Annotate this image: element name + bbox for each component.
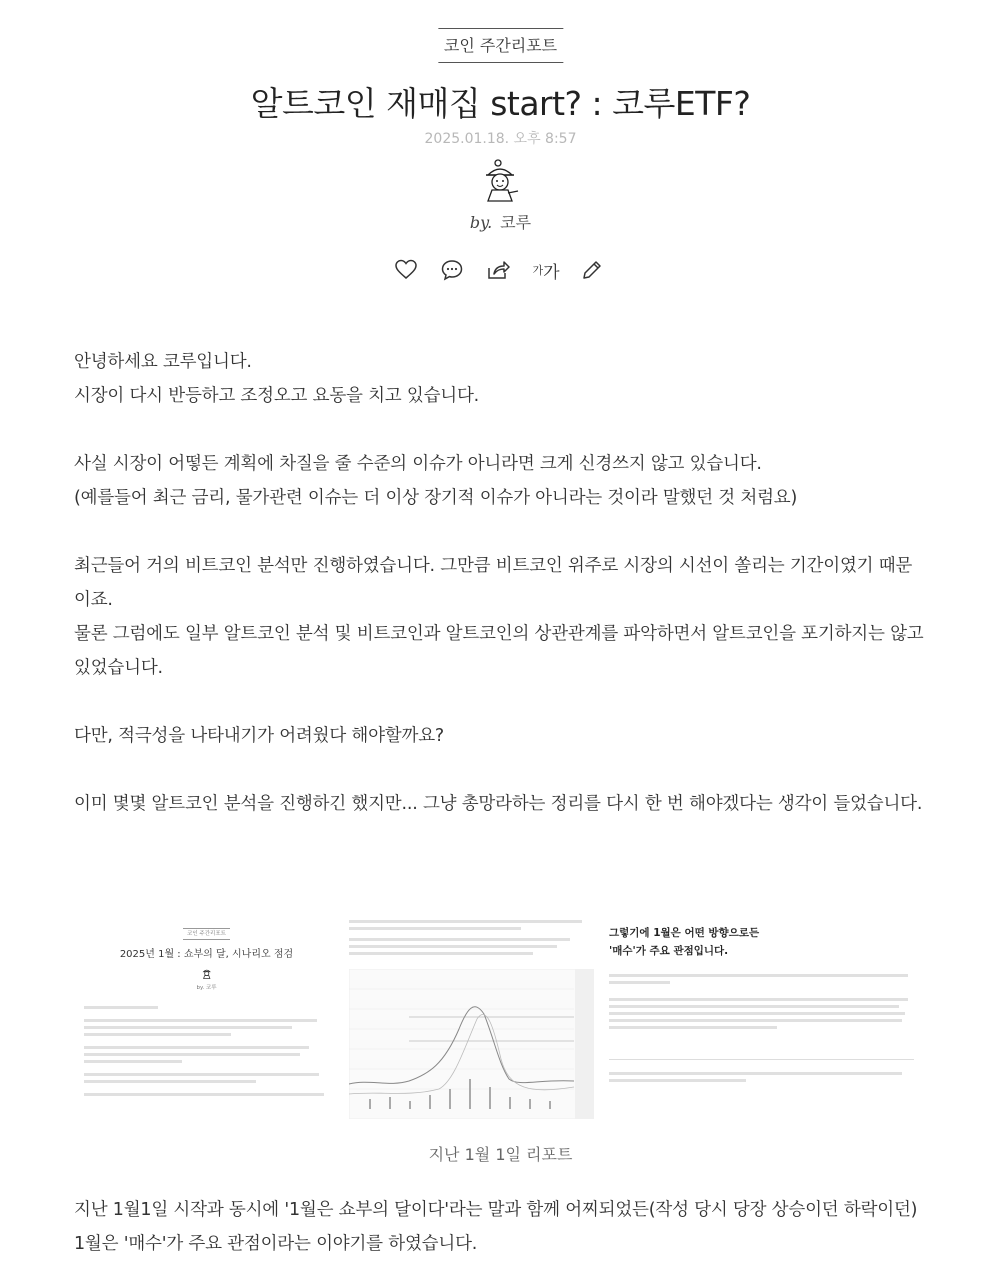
thumb-heading-line2: '매수'가 주요 관점입니다. xyxy=(609,945,729,957)
share-button[interactable] xyxy=(484,256,512,284)
font-size-small-label: 가 xyxy=(532,264,544,277)
author-name[interactable]: 코루 xyxy=(500,213,532,232)
font-size-big-label: 가 xyxy=(543,262,560,283)
paragraph: 물론 그럼에도 일부 알트코인 분석 및 비트코인과 알트코인의 상관관계를 파악하면서 알트코인을 포기하지는 않고 있었습니다. xyxy=(74,624,924,678)
comment-button[interactable] xyxy=(438,256,466,284)
thumb-byline: by. 코루 xyxy=(196,985,217,991)
report-thumbnail-1 xyxy=(84,910,329,1135)
byline xyxy=(0,210,1001,233)
post-body-continued xyxy=(74,1193,926,1261)
comment-icon xyxy=(440,258,464,282)
report-image[interactable] xyxy=(74,910,926,1140)
by-label: by. xyxy=(469,213,493,232)
like-button[interactable] xyxy=(392,256,420,284)
paragraph: 안녕하세요 코루입니다. xyxy=(74,352,252,372)
paragraph: 다만, 적극성을 나타내기가 어려웠다 해야할까요? xyxy=(74,726,445,746)
paragraph: 최근들어 거의 비트코인 분석만 진행하였습니다. 그만큼 비트코인 위주로 시장의 시선이 쏠리는 기간이였기 때문이죠. xyxy=(74,556,913,610)
category-label[interactable]: 코인 주간리포트 xyxy=(438,28,563,63)
paragraph: 이미 몇몇 알트코인 분석을 진행하긴 했지만... 그냥 총망라하는 정리를 다시 한 번 해야겠다는 생각이 들었습니다. xyxy=(74,794,923,814)
paragraph: (예를들어 최근 금리, 물가관련 이슈는 더 이상 장기적 이슈가 아니라는 것이라 말했던 것 처럼요) xyxy=(74,488,798,508)
post-date: 2025.01.18. 오후 8:57 xyxy=(424,131,577,147)
post-actions xyxy=(390,256,620,286)
author-avatar-icon[interactable] xyxy=(478,155,524,205)
thumb-category: 코인 주간리포트 xyxy=(183,928,230,940)
report-thumbnail-3 xyxy=(609,910,914,1135)
share-icon xyxy=(486,258,510,282)
heart-icon xyxy=(394,258,418,282)
report-thumbnail-2 xyxy=(349,910,594,1135)
thumb-chart-image xyxy=(349,969,594,1119)
image-caption: 지난 1월 1일 리포트 xyxy=(428,1145,573,1164)
font-size-button[interactable] xyxy=(530,256,562,284)
thumb-avatar-icon xyxy=(201,966,213,980)
paragraph: 사실 시장이 어떻든 계획에 차질을 줄 수준의 이슈가 아니라면 크게 신경쓰지 않고 있습니다. xyxy=(74,454,762,474)
paragraph: 지난 1월1일 시작과 동시에 '1월은 쇼부의 달이다'라는 말과 함께 어찌되었든(작성 당시 당장 상승이던 하락이던) 1월은 '매수'가 주요 관점이라는 이야기를 하였습니다. xyxy=(74,1200,918,1254)
thumb-heading-line1: 그렇기에 1월은 어떤 방향으로든 xyxy=(609,927,760,939)
thumb-title: 2025년 1월 : 쇼부의 달, 시나리오 점검 xyxy=(119,949,294,960)
paragraph: 시장이 다시 반등하고 조정오고 요동을 치고 있습니다. xyxy=(74,386,480,406)
post-title: 알트코인 재매집 start? : 코루ETF? xyxy=(250,84,751,123)
edit-button[interactable] xyxy=(578,256,606,284)
post-body xyxy=(74,345,926,821)
pencil-icon xyxy=(580,258,604,282)
